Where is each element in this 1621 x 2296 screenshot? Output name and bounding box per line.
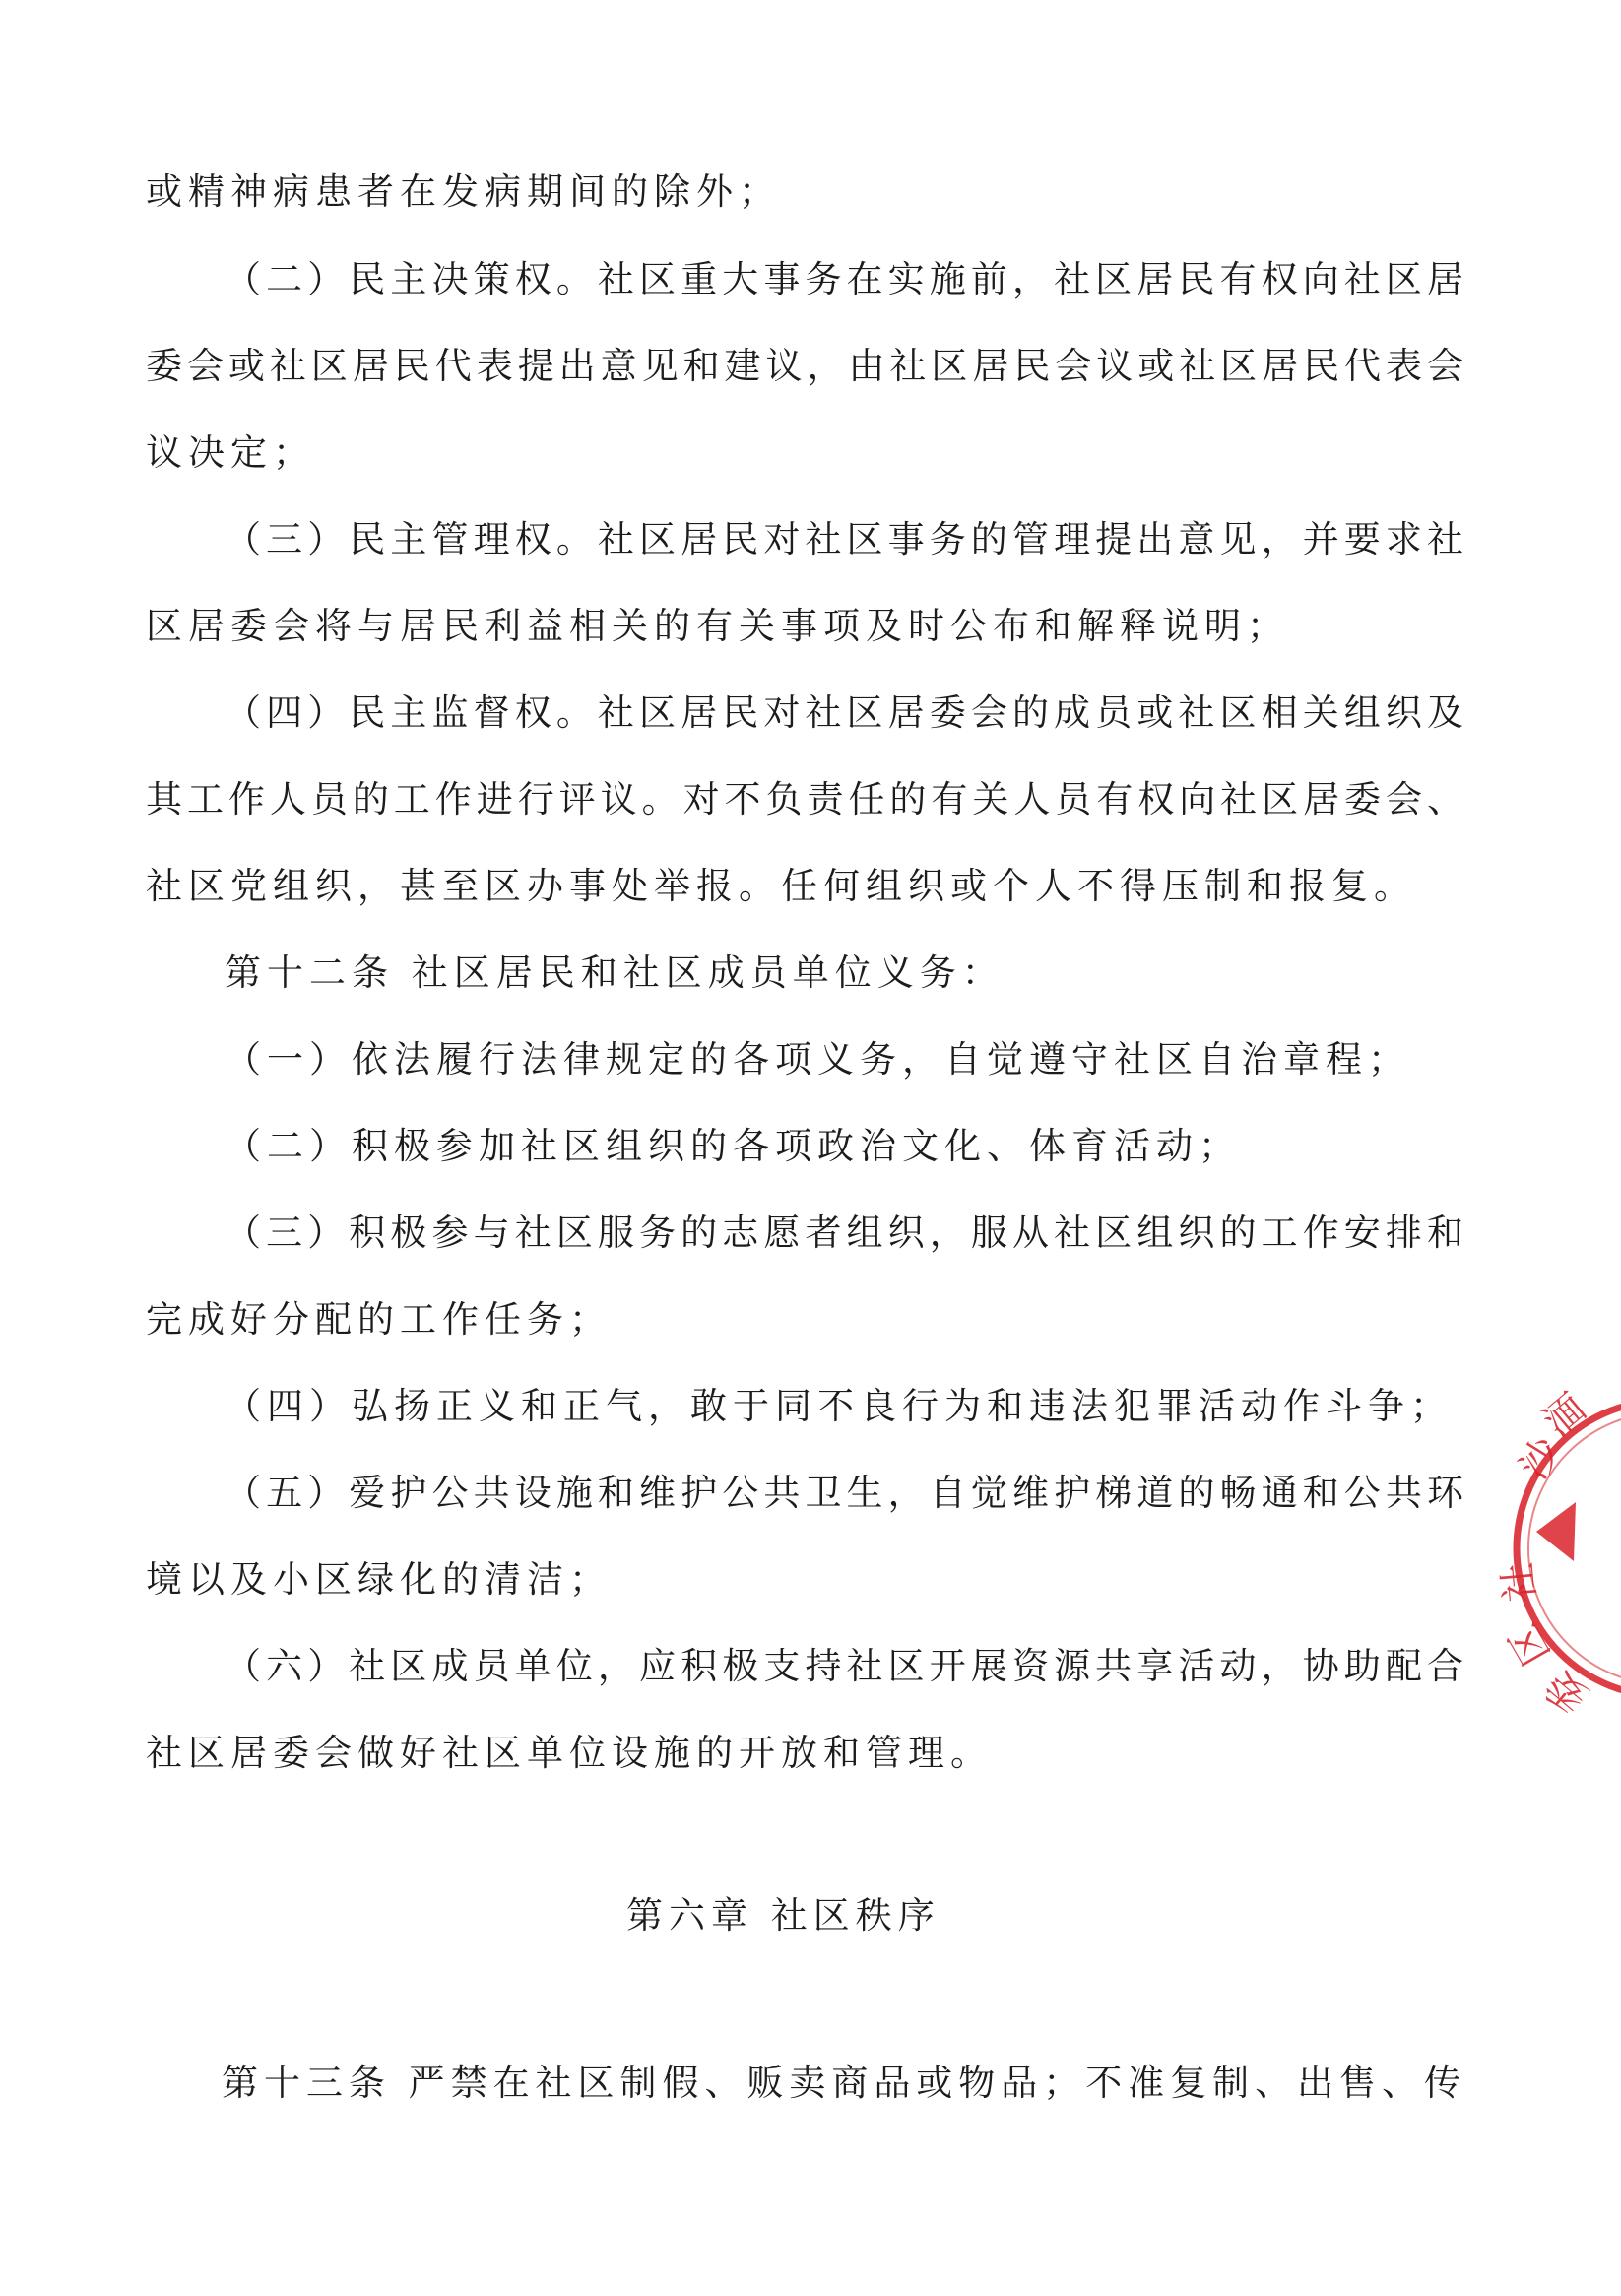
- seal-icon: [1495, 1374, 1621, 1729]
- paragraph-line: 第十三条 严禁在社区制假、贩卖商品或物品；不准复制、出售、传: [222, 2062, 1460, 2104]
- article-heading: 第十二条 社区居民和社区成员单位义务：: [225, 951, 1005, 994]
- paragraph-line: （一）依法履行法律规定的各项义务，自觉遵守社区自治章程；: [225, 1038, 1410, 1081]
- paragraph-line: （二）民主决策权。社区重大事务在实施前，社区居民有权向社区居: [225, 258, 1463, 300]
- paragraph-line: 区居委会将与居民利益相关的有关事项及时公布和解释说明；: [146, 605, 1289, 647]
- svg-text:区: 区: [1500, 1615, 1560, 1673]
- svg-text:沙: 沙: [1511, 1430, 1571, 1488]
- paragraph-line: 委会或社区居民代表提出意见和建议，由社区居民会议或社区居民代表会: [146, 345, 1463, 387]
- official-seal-stamp: [1495, 1374, 1621, 1729]
- paragraph-line: 或精神病患者在发病期间的除外；: [146, 170, 781, 213]
- svg-text:社: 社: [1495, 1560, 1544, 1605]
- paragraph-line: 议决定；: [146, 431, 315, 474]
- paragraph-line: （四）民主监督权。社区居民对社区居委会的成员或社区相关组织及: [225, 691, 1463, 734]
- paragraph-line: 境以及小区绿化的清洁；: [146, 1558, 612, 1601]
- paragraph-line: （六）社区成员单位，应积极支持社区开展资源共享活动，协助配合: [225, 1645, 1463, 1687]
- paragraph-line: （三）积极参与社区服务的志愿者组织，服从社区组织的工作安排和: [225, 1212, 1463, 1254]
- paragraph-line: 完成好分配的工作任务；: [146, 1298, 612, 1341]
- paragraph-line: 社区居委会做好社区单位设施的开放和管理。: [146, 1732, 993, 1774]
- chapter-title: 第六章 社区秩序: [626, 1894, 940, 1936]
- paragraph-line: （四）弘扬正义和正气，敢于同不良行为和违法犯罪活动作斗争；: [225, 1385, 1453, 1427]
- paragraph-line: 其工作人员的工作进行评议。对不负责任的有关人员有权向社区居委会、: [146, 778, 1463, 820]
- paragraph-line: （五）爱护公共设施和维护公共卫生，自觉维护梯道的畅通和公共环: [225, 1472, 1463, 1514]
- paragraph-line: （二）积极参加社区组织的各项政治文化、体育活动；: [225, 1125, 1241, 1167]
- svg-text:湎: 湎: [1534, 1385, 1595, 1446]
- paragraph-line: 社区党组织，甚至区办事处举报。任何组织或个人不得压制和报复。: [146, 865, 1416, 907]
- svg-text:委: 委: [1537, 1661, 1597, 1722]
- paragraph-line: （三）民主管理权。社区居民对社区事务的管理提出意见，并要求社: [225, 518, 1463, 560]
